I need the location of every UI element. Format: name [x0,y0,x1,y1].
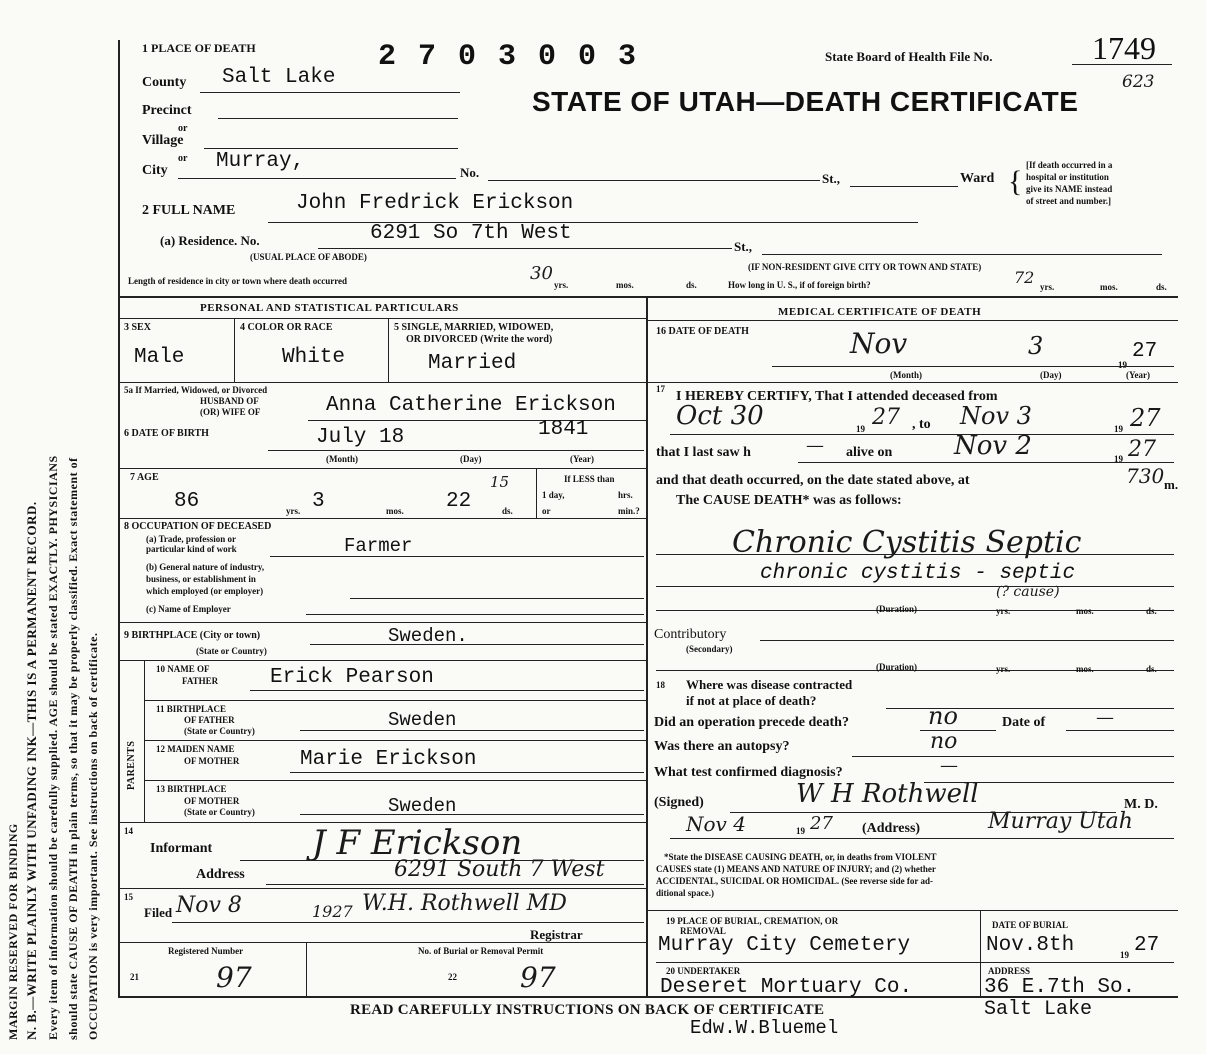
death-certificate: MARGIN RESERVED FOR BINDING N. B.—WRITE PLAINLY WITH UNFADING INK—THIS IS A PERMANENT RECORD. Every item of information should be carefully supplied. AGE should be stated EXACTLY. PHYSICIANS should state CAUSE OF DEATH in plain terms, so that it may be properly classified. Exact statement of OCCUPATION is very important. See instructions on back of certificate. 1 PLACE OF DEATH 2 7 0 3 0 0 3 State Board of Health File No. 1749 623 County Salt Lake STATE OF UTAH—DEATH CERTIFICATE Precinct or Village or City Murray, No. St., Ward { [If death occurred in a hospital or institution give its NAME instead of street and number.] 2 FULL NAME John Fredrick Erickson (a) Residence. No. 6291 So 7th West St., (USUAL PLACE OF ABODE) (IF NON-RESIDENT GIVE CITY OR TOWN AND STATE) Length of residence in city or town where death occurred 30 yrs. mos. ds. How long in U. S., if of foreign birth? 72 yrs. mos. ds. PERSONAL AND STATISTICAL PARTICULARS 3 SEX Male 4 COLOR OR RACE White 5 SINGLE, MARRIED, WIDOWED, OR DIVORCED (Write the word) Married 5a If Married, Widowed, or Divorced HUSBAND OF (OR) WIFE OF Anna Catherine Erickson 6 DATE OF BIRTH July 18 1841 (Month) (Day) (Year) 7 AGE 86 yrs. 3 mos. 22 15 ds. If LESS than 1 day, hrs. or min.? 8 OCCUPATION OF DECEASED (a) Trade, profession or particular kind of work Farmer (b) General nature of industry, business, or establishment in which employed (or employer) (c) Name of Employer 9 BIRTHPLACE (City or town) (State or Country) Sweden. PARENTS 10 NAME OF FATHER Erick Pearson 11 BIRTHPLACE OF FATHER (State or Country) Sweden 12 MAIDEN NAME OF MOTHER Marie Erickson 13 BIRTHPLACE OF MOTHER (State or Country) Sweden 14 Informant J F Erickson Address 6291 South 7 West 15 Filed Nov 8 1927 W.H. Rothwell MD Registrar Registered Number 21 97 No. of Burial or Removal Permit 22 97 MEDICAL CERTIFICATE OF DEATH 16 DATE OF DEATH Nov 3 19 27 (Month) (Day) (Year) 17 I HEREBY CERTIFY, That I attended deceased from Oct 30 19 27 , to Nov 3 19 27 that I last saw h — alive on Nov 2 19 27 and that death occurred, on the date stated above, at 730 m. The CAUSE DEATH* was as follows: Chronic Cystitis Septic chronic cystitis - septic (? cause) (Duration) yrs. mos. ds. Contributory (Secondary) (Duration) yrs. mos. ds. 18 Where was disease contracted if not at place of death? Did an operation precede death? no Date of — Was there an autopsy? no What test confirmed diagnosis? — (Signed) W H Rothwell M. D. Nov 4 19 27 (Address) Murray Utah *State the DISEASE CAUSING DEATH, or, in deaths from VIOLENT CAUSES state (1) MEANS AND NATURE OF INJURY; and (2) whether ACCIDENTAL, SUICIDAL OR HOMICIDAL. (See reverse side for ad- ditional space.) 19 PLACE OF BURIAL, CREMATION, OR REMOVAL Murray City Cemetery DATE OF BURIAL Nov.8th 19 27 20 UNDERTAKER Deseret Mortuary Co. ADDRESS 36 E.7th So. Salt Lake READ CAREFULLY INSTRUCTIONS ON BACK OF CERTIFICATE Edw.W.Bluemel [6,30,1179,1040]
burial-year: 27 [1134,934,1160,957]
footnote-1: *State the DISEASE CAUSING DEATH, or, in deaths from VIOLENT [664,852,937,862]
father-value: Erick Pearson [270,666,434,689]
county-value: Salt Lake [222,66,336,89]
dob-year: 1841 [538,418,589,441]
date-of-death-year: 27 [1132,340,1158,363]
informant-signature: J F Erickson [312,823,523,863]
hospital-note-4: of street and number.] [1026,196,1111,206]
precinct-label: Precinct [142,103,192,118]
or-label-2: or [178,153,188,164]
attended-to: Nov 3 [960,402,1032,430]
sex-value: Male [134,346,185,369]
length-residence-label: Length of residence in city or town where death occurred [128,276,348,286]
undertaker-value: Deseret Mortuary Co. [660,976,913,999]
burial-permit-label: No. of Burial or Removal Permit [418,946,544,956]
hospital-note-3: give its NAME instead [1026,184,1113,194]
file-no-label: State Board of Health File No. [825,49,993,64]
personal-heading: PERSONAL AND STATISTICAL PARTICULARS [200,302,459,314]
or-label-1: or [178,123,188,134]
footer-instructions: READ CAREFULLY INSTRUCTIONS ON BACK OF CERTIFICATE [350,1002,825,1018]
autopsy-value: no [930,729,958,754]
cause-handwritten: Chronic Cystitis Septic [732,525,1082,560]
mother-label-1: 12 MAIDEN NAME [156,744,235,754]
date-of-death-month: Nov [850,327,908,360]
informant-label: Informant [150,841,213,856]
side-instruction-line3: should state CAUSE OF DEATH in plain terms, so that it may be properly classified. Exact statement of [66,457,80,1040]
dob-label: 6 DATE OF BIRTH [124,428,209,439]
operation-value: no [928,702,958,730]
certify-text: I HEREBY CERTIFY, That I attended deceased from [676,389,998,404]
mother-birthplace-label-1: 13 BIRTHPLACE [156,784,227,794]
birthplace-label: 9 BIRTHPLACE (City or town) [124,630,261,641]
signed-label: (Signed) [654,795,704,810]
father-birthplace-label-1: 11 BIRTHPLACE [156,704,226,714]
registrar-label: Registrar [530,927,583,942]
sex-label: 3 SEX [124,322,151,333]
undertaker-city: Salt Lake [984,998,1093,1021]
side-instruction-line4: OCCUPATION is very important. See instructions on back of certificate. [86,632,100,1040]
age-mark: 15 [490,473,510,491]
parents-label: PARENTS [126,740,137,790]
place-of-death-label: 1 PLACE OF DEATH [142,41,256,55]
full-name-value: John Fredrick Erickson [296,192,574,215]
last-saw-year: 27 [1128,437,1156,462]
signed-date: Nov 4 [686,812,746,836]
undertaker-address: 36 E.7th So. [984,976,1136,999]
operation-date-value: — [1096,707,1114,728]
filed-label: Filed [144,905,173,920]
burial-place-value: Murray City Cemetery [658,934,911,957]
no-label: No. [460,165,480,180]
margin-reserved-text: MARGIN RESERVED FOR BINDING [6,823,20,1040]
last-saw-label: that I last saw h [656,445,751,460]
test-label: What test confirmed diagnosis? [654,765,843,780]
side-instruction-line2: Every item of information should be carefully supplied. AGE should be stated EXACTLY. PHYSICIANS [46,455,60,1040]
city-value: Murray, [216,150,305,173]
physician-address: Murray Utah [988,809,1133,834]
burial-date-value: Nov.8th [986,934,1075,957]
registered-number-value: 97 [216,961,252,994]
physician-signature: W H Rothwell [796,779,979,809]
color-label: 4 COLOR OR RACE [240,322,333,333]
hospital-note-1: [If death occurred in a [1026,160,1113,170]
full-name-label: 2 FULL NAME [142,203,236,218]
spouse-label-2: HUSBAND OF [200,396,259,406]
occupation-value: Farmer [344,535,413,557]
occupation-label: 8 OCCUPATION OF DECEASED [124,521,272,532]
age-days: 22 [446,490,472,513]
informant-address-label: Address [196,867,245,882]
certificate-number: 2 7 0 3 0 0 3 [378,40,639,74]
filed-date: Nov 8 [176,893,242,918]
birthplace-value: Sweden. [388,625,468,647]
father-label-2: FATHER [182,676,219,686]
registered-number-label: Registered Number [168,946,244,956]
mother-birthplace-value: Sweden [388,795,457,817]
hospital-note-2: hospital or institution [1026,172,1109,182]
frame-left [118,40,120,998]
mother-label-2: OF MOTHER [184,756,240,766]
signed-year: 27 [810,813,833,834]
county-label: County [142,75,187,90]
mother-value: Marie Erickson [300,748,477,771]
age-months: 3 [312,490,325,513]
test-value: — [940,755,958,776]
how-long-value: 72 [1014,268,1035,287]
city-label: City [142,163,168,178]
father-label-1: 10 NAME OF [156,664,210,674]
date-of-death-day: 3 [1028,332,1044,360]
attended-to-year: 27 [1130,404,1161,432]
residence-street-label: St., [734,239,753,254]
side-instruction-line1: N. B.—WRITE PLAINLY WITH UNFADING INK—THIS IS A PERMANENT RECORD. [24,501,39,1040]
contributory-label: Contributory [654,627,727,642]
death-time: 730 [1126,464,1165,488]
color-value: White [282,346,346,369]
less-than-label: If LESS than [564,474,615,484]
spouse-label-3: (OR) WIFE OF [200,407,261,417]
dob-month-day: July 18 [316,426,405,449]
ward-label: Ward [960,171,995,186]
age-years: 86 [174,490,200,513]
file-no-value: 1749 [1092,30,1156,66]
death-occurred-text: and that death occurred, on the date stated above, at [656,473,970,488]
section-divider [118,296,1178,298]
cause-typed: chronic cystitis - septic [760,562,1076,585]
registrar-signature: W.H. Rothwell MD [362,891,567,916]
marital-label-2: OR DIVORCED (Write the word) [406,334,553,345]
spouse-value: Anna Catherine Erickson [326,394,616,417]
informant-address-value: 6291 South 7 West [394,857,605,882]
attended-from-year: 27 [872,405,900,430]
marital-label-1: 5 SINGLE, MARRIED, WIDOWED, [394,322,554,333]
date-of-death-label: 16 DATE OF DEATH [656,326,749,337]
filed-year: 1927 [312,902,353,921]
father-birthplace-value: Sweden [388,709,457,731]
cause-label: The CAUSE DEATH* was as follows: [676,493,902,508]
last-saw-date: Nov 2 [954,431,1032,461]
certificate-title: STATE OF UTAH—DEATH CERTIFICATE [532,86,1079,117]
cause-note: (? cause) [996,584,1060,600]
age-label: 7 AGE [130,472,159,483]
burial-date-label: DATE OF BURIAL [992,920,1069,930]
operation-label: Did an operation precede death? [654,715,849,730]
file-no-sub: 623 [1122,72,1155,92]
attended-from: Oct 30 [676,401,764,431]
burial-permit-value: 97 [520,961,556,994]
how-long-label: How long in U. S., if of foreign birth? [728,280,871,290]
where-contracted-label: Where was disease contracted [686,677,853,692]
residence-label: (a) Residence. No. [160,233,260,248]
nonresident-note: (IF NON-RESIDENT GIVE CITY OR TOWN AND STATE) [748,262,982,272]
marital-value: Married [428,352,517,375]
length-residence-value: 30 [530,263,553,284]
column-divider [646,296,648,996]
village-label: Village [142,133,184,148]
burial-place-label: 19 PLACE OF BURIAL, CREMATION, OR [666,916,839,926]
spouse-label-1: 5a If Married, Widowed, or Divorced [124,385,268,395]
undertaker-label: 20 UNDERTAKER [666,966,741,976]
residence-value: 6291 So 7th West [370,222,572,245]
usual-abode-note: (USUAL PLACE OF ABODE) [250,252,367,262]
undertaker-signer: Edw.W.Bluemel [690,1017,839,1039]
medical-heading: MEDICAL CERTIFICATE OF DEATH [778,306,982,318]
autopsy-label: Was there an autopsy? [654,739,790,754]
street-label: St., [822,171,841,186]
